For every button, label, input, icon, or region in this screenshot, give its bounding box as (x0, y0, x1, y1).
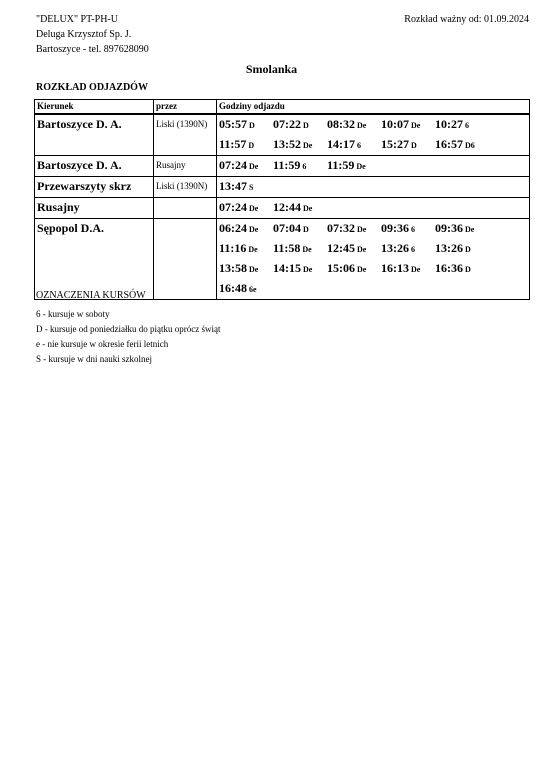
section-title: ROZKŁAD ODJAZDÓW (36, 82, 148, 93)
timetable (34, 99, 530, 300)
departure-times-cell (217, 114, 530, 156)
departure-time (273, 239, 327, 259)
departure-time (381, 239, 435, 259)
course-mark: S (249, 183, 254, 192)
departure-time-value: 11:59 (273, 158, 301, 172)
departure-time (273, 115, 327, 135)
via-cell: Liski (1390N) (154, 114, 217, 156)
table-row (35, 114, 530, 156)
course-mark: D (411, 141, 417, 150)
departure-time (327, 219, 381, 239)
departure-time-value: 07:04 (273, 221, 301, 235)
departure-time (327, 259, 381, 279)
via-cell: Liski (1390N) (154, 177, 217, 198)
departure-time (219, 198, 273, 218)
operator-info (36, 12, 149, 57)
legend-item: D - kursuje od poniedziałku do piątku oprócz świąt (36, 324, 221, 334)
course-mark: 6 (302, 162, 307, 171)
direction-cell: Bartoszyce D. A. (35, 156, 154, 177)
owner-name: Deluga Krzysztof Sp. J. (36, 29, 132, 40)
validity-date: Rozkład ważny od: 01.09.2024 (404, 14, 529, 25)
departure-time-value: 11:58 (273, 241, 301, 255)
departure-time (273, 135, 327, 155)
departure-time (219, 177, 273, 197)
course-mark: De (357, 121, 367, 130)
course-mark: D6 (465, 141, 475, 150)
departure-time-value: 10:07 (381, 117, 409, 131)
departure-time (219, 259, 273, 279)
legend-item: e - nie kursuje w okresie ferii letnich (36, 339, 169, 349)
departure-time-value: 13:47 (219, 179, 247, 193)
departure-times-cell (217, 156, 530, 177)
course-mark: De (302, 245, 312, 254)
direction-cell: Sępopol D.A. (35, 219, 154, 300)
departure-time (381, 135, 435, 155)
departure-time-value: 15:27 (381, 137, 409, 151)
departure-time-value: 15:06 (327, 261, 355, 275)
departure-times-cell (217, 219, 530, 300)
departure-time-value: 16:48 (219, 281, 247, 295)
direction-cell: Przewarszyty skrz (35, 177, 154, 198)
course-mark: De (248, 245, 258, 254)
departure-time-value: 11:57 (219, 137, 247, 151)
departure-time (435, 135, 489, 155)
departure-time-value: 16:13 (381, 261, 409, 275)
departure-time (381, 259, 435, 279)
departure-time-value: 16:57 (435, 137, 463, 151)
departure-time (327, 239, 381, 259)
departure-time (273, 198, 327, 218)
course-mark: De (249, 162, 259, 171)
table-row (35, 198, 530, 219)
company-name: "DELUX" PT-PH-U (36, 14, 118, 25)
course-mark: De (303, 141, 313, 150)
course-mark: De (356, 162, 366, 171)
departure-time-value: 07:24 (219, 200, 247, 214)
departure-time (327, 156, 381, 176)
legend-list (36, 307, 220, 367)
column-header-direction: Kierunek (35, 100, 154, 115)
departure-time-value: 07:24 (219, 158, 247, 172)
departure-time-value: 12:44 (273, 200, 301, 214)
departure-time (219, 239, 273, 259)
departure-times-cell (217, 198, 530, 219)
departure-time-value: 14:17 (327, 137, 355, 151)
course-mark: D (465, 265, 471, 274)
departure-time (381, 115, 435, 135)
via-cell (154, 198, 217, 219)
departure-times-cell (217, 177, 530, 198)
departure-time-value: 05:57 (219, 117, 247, 131)
column-header-via: przez (154, 100, 217, 115)
direction-cell: Bartoszyce D. A. (35, 114, 154, 156)
departure-time-value: 13:26 (435, 241, 463, 255)
departure-time (273, 259, 327, 279)
departure-time (435, 219, 489, 239)
stop-name: Smolanka (245, 62, 298, 76)
departure-time (381, 219, 435, 239)
course-mark: D (303, 121, 309, 130)
course-mark: D (248, 141, 255, 150)
departure-time (435, 115, 489, 135)
departure-time-value: 09:36 (435, 221, 463, 235)
course-mark: De (357, 245, 367, 254)
course-mark: De (411, 121, 421, 130)
timetable-header (35, 100, 530, 115)
legend-item: S - kursuje w dni nauki szkolnej (36, 354, 152, 364)
departure-time (273, 219, 327, 239)
via-cell (154, 219, 217, 300)
course-mark: De (357, 225, 367, 234)
departure-time-value: 13:58 (219, 261, 247, 275)
course-mark: 6 (411, 225, 415, 234)
departure-time-value: 13:26 (381, 241, 409, 255)
departure-time (327, 115, 381, 135)
direction-cell: Rusajny (35, 198, 154, 219)
departure-time (219, 156, 273, 176)
departure-time-value: 11:59 (327, 158, 355, 172)
course-mark: De (357, 265, 367, 274)
departure-time (435, 239, 489, 259)
departure-time (435, 259, 489, 279)
legend-item: 6 - kursuje w soboty (36, 309, 110, 319)
departure-time-value: 10:27 (435, 117, 463, 131)
table-row (35, 177, 530, 198)
course-mark: De (249, 265, 259, 274)
course-mark: 6 (411, 245, 415, 254)
course-mark: 6e (249, 285, 257, 294)
course-mark: 6 (465, 121, 469, 130)
contact-phone: Bartoszyce - tel. 897628090 (36, 44, 149, 55)
course-mark: De (249, 225, 259, 234)
departure-time-value: 12:45 (327, 241, 355, 255)
legend-title: OZNACZENIA KURSÓW (36, 290, 146, 301)
course-mark: 6 (357, 141, 361, 150)
column-header-times: Godziny odjazdu (217, 100, 530, 115)
departure-time-value: 16:36 (435, 261, 463, 275)
departure-time (219, 219, 273, 239)
course-mark: De (411, 265, 421, 274)
departure-time-value: 09:36 (381, 221, 409, 235)
course-mark: De (465, 225, 475, 234)
course-mark: D (249, 121, 255, 130)
departure-time-value: 13:52 (273, 137, 301, 151)
table-row (35, 219, 530, 300)
course-mark: D (465, 245, 471, 254)
table-row (35, 156, 530, 177)
departure-time (219, 135, 273, 155)
departure-time (273, 156, 327, 176)
departure-time-value: 07:32 (327, 221, 355, 235)
departure-time-value: 08:32 (327, 117, 355, 131)
departure-time-value: 11:16 (219, 241, 247, 255)
departure-time-value: 14:15 (273, 261, 301, 275)
departure-time (219, 279, 273, 299)
via-cell: Rusajny (154, 156, 217, 177)
departure-time-value: 06:24 (219, 221, 247, 235)
departure-time-value: 07:22 (273, 117, 301, 131)
course-mark: De (249, 204, 259, 213)
course-mark: De (303, 265, 313, 274)
course-mark: De (303, 204, 313, 213)
departure-time (219, 115, 273, 135)
departure-time (327, 135, 381, 155)
course-mark: D (303, 225, 309, 234)
